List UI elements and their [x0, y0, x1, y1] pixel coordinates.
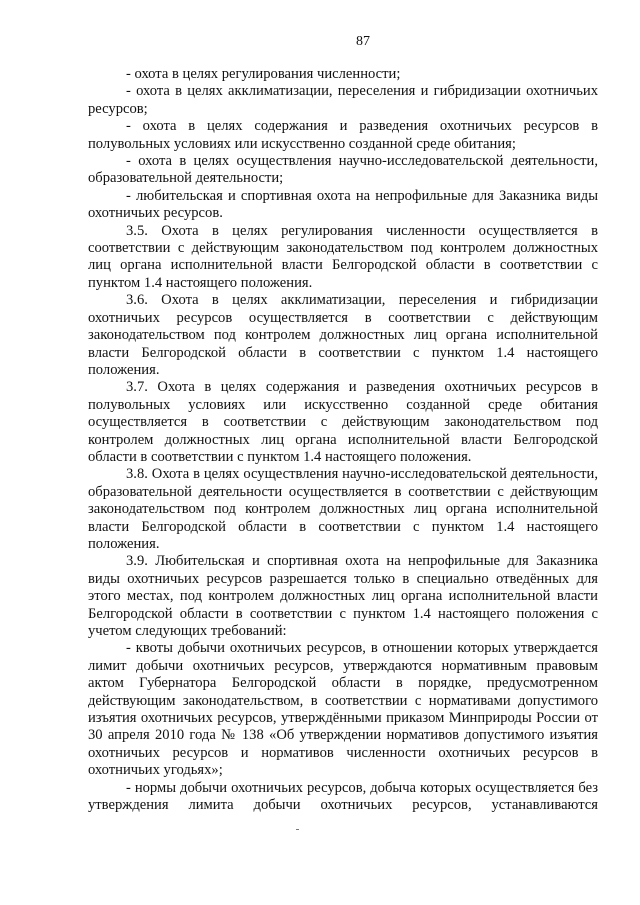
paragraph: - нормы добычи охотничьих ресурсов, добыча которых осуществляется без утверждения лимита добычи охотничьих ресурсов, устанавливаются: [88, 779, 598, 814]
paragraph: - охота в целях акклиматизации, переселения и гибридизации охотничьих ресурсов;: [88, 83, 598, 117]
paragraph: 3.5. Охота в целях регулирования численности осуществляется в соответствии с действующим законодательством под контролем должностных лиц органа исполнительной власти Белгородской области в соответствии с пунктом 1.4 настоящего положения.: [88, 222, 598, 291]
paragraph: - охота в целях осуществления научно-исследовательской деятельности, образовательной деятельности;: [88, 153, 598, 187]
document-body: [88, 66, 598, 814]
page-number: 87: [356, 34, 370, 49]
paragraph: - охота в целях содержания и разведения охотничьих ресурсов в полувольных условиях или искусственно созданной среде обитания;: [88, 118, 598, 152]
paragraph: 3.8. Охота в целях осуществления научно-исследовательской деятельности, образовательной деятельности осуществляется в соответствии с действующим законодательством под контролем должностных лиц органа исполнительной власти Белгородской области в соответствии с пунктом 1.4 настоящего положения.: [88, 466, 598, 552]
scan-speck: [296, 829, 299, 830]
paragraph: - охота в целях регулирования численности;: [126, 66, 401, 82]
paragraph: 3.6. Охота в целях акклиматизации, переселения и гибридизации охотничьих ресурсов осуществляется в соответствии с действующим законодательством под контролем должностных лиц органа исполнительной власти Белгородской области в соответствии с пунктом 1.4 настоящего положения.: [88, 292, 598, 378]
paragraph: - квоты добычи охотничьих ресурсов, в отношении которых утверждается лимит добычи охотничьих ресурсов, утверждаются нормативным правовым актом Губернатора Белгородской области в порядке, предусмотренном действующим законодательством, в соответствии с нормативами допустимого изъятия охотничьих ресурсов, утверждёнными приказом Минприроды России от 30 апреля 2010 года № 138 «Об утверждении нормативов допустимого изъятия охотничьих ресурсов и нормативов численности охотничьих ресурсов в охотничьих угодьях»;: [88, 640, 598, 779]
paragraph: 3.9. Любительская и спортивная охота на непрофильные для Заказника виды охотничьих ресурсов разрешается только в специально отведённых для этого местах, под контролем должностных лиц органа исполнительной власти Белгородской области в соответствии с пунктом 1.4 настоящего положения с учетом следующих требований:: [88, 553, 598, 639]
paragraph: 3.7. Охота в целях содержания и разведения охотничьих ресурсов в полувольных условиях или искусственно созданной среде обитания осуществляется в соответствии с действующим законодательством под контролем должностных лиц органа исполнительной власти Белгородской области в соответствии с пунктом 1.4 настоящего положения.: [88, 379, 598, 465]
paragraph: - любительская и спортивная охота на непрофильные для Заказника виды охотничьих ресурсов.: [88, 187, 598, 222]
